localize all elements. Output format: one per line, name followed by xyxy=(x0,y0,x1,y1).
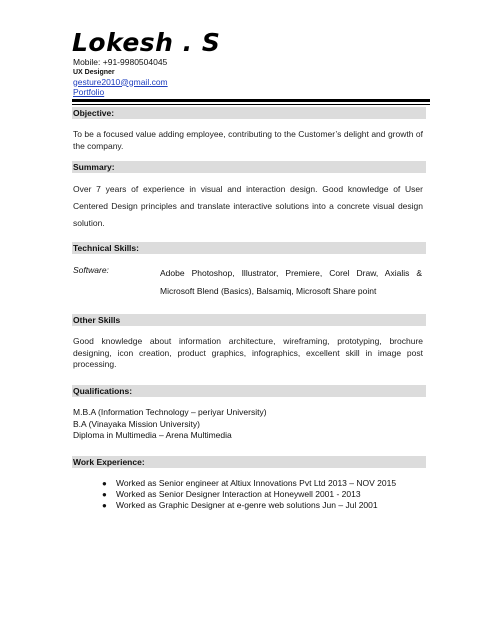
summary-text: Over 7 years of experience in visual and interaction design. Good knowledge of User Centered Design principles and translate interactive solutions into a concrete visual design solution. xyxy=(73,184,423,228)
list-item xyxy=(100,478,396,489)
qualifications-heading: Qualifications: xyxy=(72,385,426,397)
mobile-number: Mobile: +91-9980504045 xyxy=(73,57,168,67)
bullet-icon: ● xyxy=(102,490,107,499)
other-skills-heading: Other Skills xyxy=(72,314,426,326)
bullet-icon: ● xyxy=(102,479,107,488)
other-skills-text: Good knowledge about information architecture, wireframing, prototyping, brochure designing, icon creation, product graphics, infographics, excellent skill in image post processing. xyxy=(73,336,423,369)
qualifications-list xyxy=(73,407,267,442)
work-item-text: Worked as Senior Designer Interaction at Honeywell 2001 - 2013 xyxy=(116,489,361,499)
software-list: Adobe Photoshop, Illustrator, Premiere, Corel Draw, Axialis & Microsoft Blend (Basics), Balsamiq, Microsoft Share point xyxy=(160,268,422,296)
work-experience-heading: Work Experience: xyxy=(72,456,426,468)
objective-heading: Objective: xyxy=(72,107,426,119)
candidate-name: Lokesh . S xyxy=(72,28,221,57)
contact-block xyxy=(73,57,168,98)
job-role: UX Designer xyxy=(73,68,115,76)
list-item xyxy=(100,500,396,511)
qualification-item: Diploma in Multimedia – Arena Multimedia xyxy=(73,430,232,440)
portfolio-link[interactable]: Portfolio xyxy=(73,87,105,97)
work-experience-list xyxy=(100,478,396,511)
technical-skills-heading: Technical Skills: xyxy=(72,242,426,254)
work-item-text: Worked as Graphic Designer at e-genre web solutions Jun – Jul 2001 xyxy=(116,500,378,510)
qualification-item: B.A (Vinayaka Mission University) xyxy=(73,418,200,429)
work-item-text: Worked as Senior engineer at Altiux Innovations Pvt Ltd 2013 – NOV 2015 xyxy=(116,478,397,488)
bullet-icon: ● xyxy=(102,501,107,510)
email-link[interactable]: gesture2010@gmail.com xyxy=(73,76,168,87)
summary-heading: Summary: xyxy=(72,161,426,173)
header-divider-thin xyxy=(72,104,430,105)
software-label: Software: xyxy=(73,265,109,275)
qualification-item: M.B.A (Information Technology – periyar University) xyxy=(73,407,267,417)
header-divider-thick xyxy=(72,99,430,102)
objective-text: To be a focused value adding employee, contributing to the Customer’s delight and growth of the company. xyxy=(73,129,423,151)
list-item xyxy=(100,489,396,500)
